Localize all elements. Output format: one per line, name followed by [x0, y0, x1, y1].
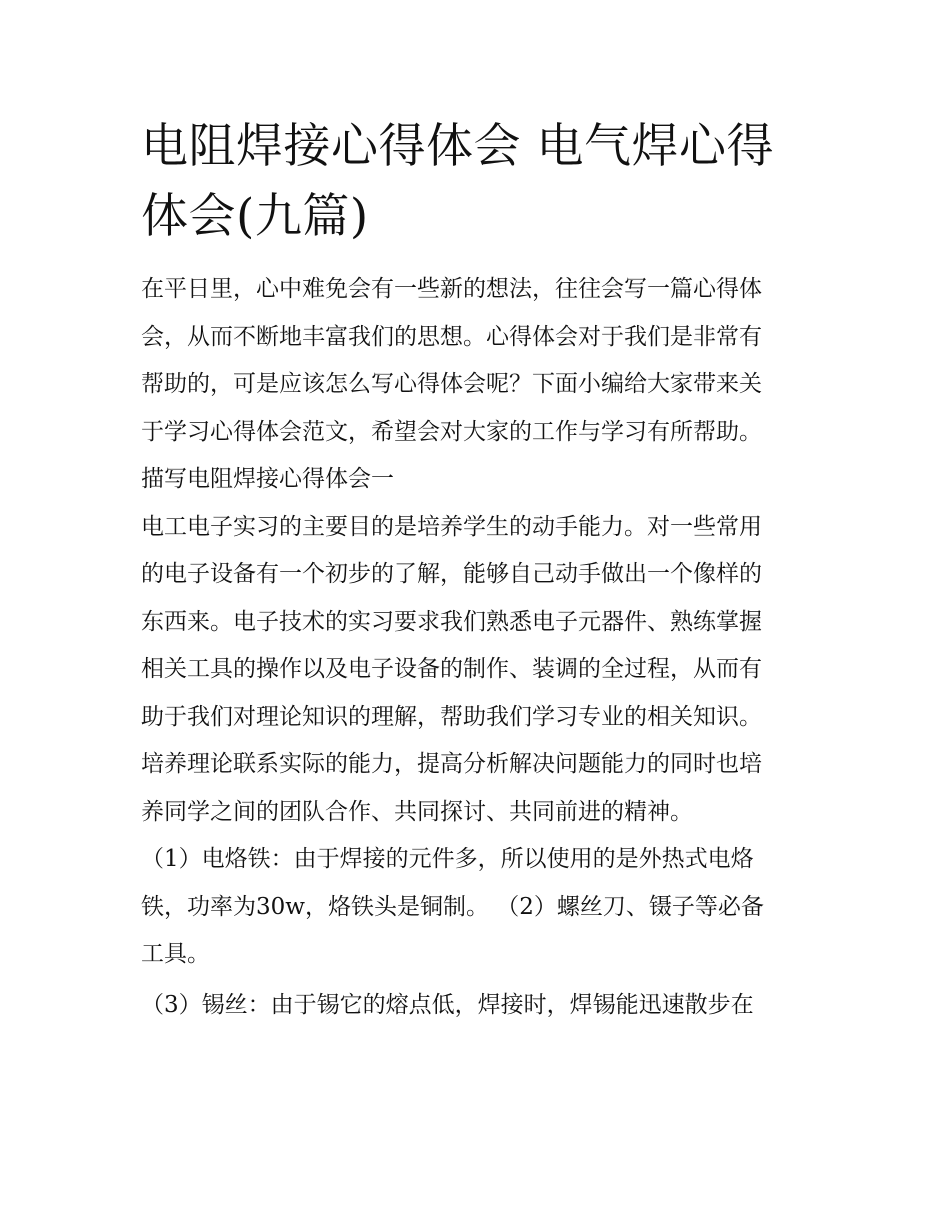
body-line: 培养理论联系实际的能力，提高分析解决问题能力的同时也培 [141, 751, 762, 777]
title-line-2: 体会(九篇) [141, 189, 369, 244]
document-body [141, 266, 821, 1029]
title-line-1: 电阻焊接心得体会 电气焊心得 [141, 119, 774, 174]
body-line: 东西来。电子技术的实习要求我们熟悉电子元器件、熟练掌握 [141, 608, 762, 635]
intro-line: 在平日里，心中难免会有一些新的想法，往往会写一篇心得体 [141, 276, 762, 302]
solder-line: （3）锡丝：由于锡它的熔点低，焊接时，焊锡能迅速散步在 [141, 991, 754, 1018]
body-line: 相关工具的操作以及电子设备的制作、装调的全过程，从而有 [141, 656, 762, 682]
solder-paragraph [141, 982, 821, 1030]
tools-line: 铁，功率为30w，烙铁头是铜制。 （2）螺丝刀、镊子等必备 [141, 893, 764, 920]
intro-line: 于学习心得体会范文，希望会对大家的工作与学习有所帮助。 [141, 418, 762, 445]
tools-line: 工具。 [141, 941, 210, 967]
section-heading: 描写电阻焊接心得体会一 [141, 466, 394, 492]
intro-paragraph [141, 266, 821, 456]
document-title [141, 112, 821, 252]
document-page [141, 112, 821, 1029]
tools-line: （1）电烙铁：由于焊接的元件多，所以使用的是外热式电烙 [141, 846, 754, 872]
body-line: 助于我们对理论知识的理解，帮助我们学习专业的相关知识。 [141, 703, 762, 730]
intro-line: 帮助的，可是应该怎么写心得体会呢？下面小编给大家带来关 [141, 371, 762, 397]
body-line: 电工电子实习的主要目的是培养学生的动手能力。对一些常用 [141, 513, 762, 540]
body-paragraph [141, 504, 821, 837]
intro-line: 会，从而不断地丰富我们的思想。心得体会对于我们是非常有 [141, 323, 762, 350]
body-line: 的电子设备有一个初步的了解，能够自己动手做出一个像样的 [141, 561, 762, 587]
tools-paragraph [141, 836, 821, 979]
body-line: 养同学之间的团队合作、共同探讨、共同前进的精神。 [141, 798, 693, 825]
